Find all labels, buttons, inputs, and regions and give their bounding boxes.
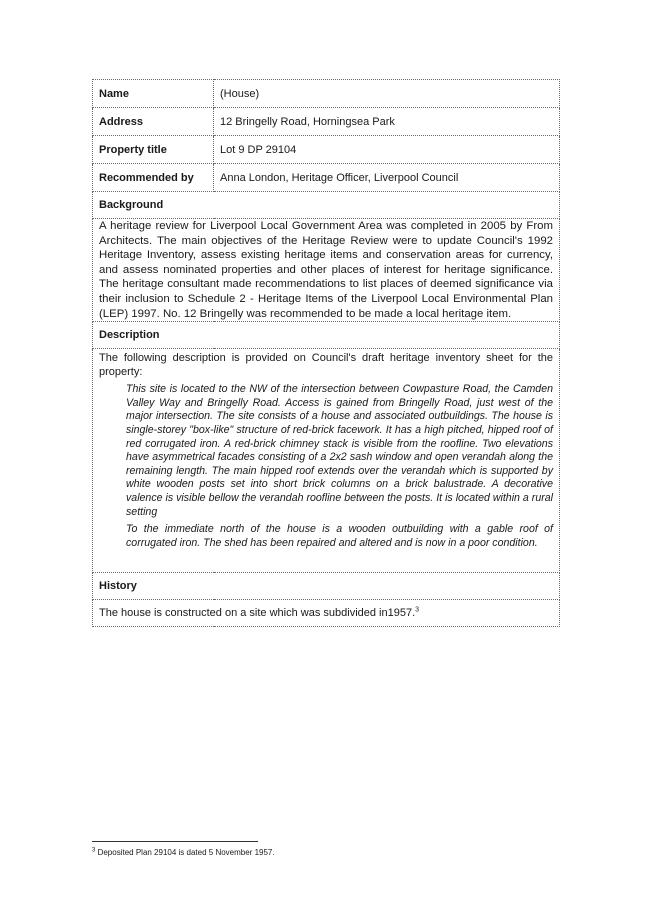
- description-intro: The following description is provided on Council's draft heritage inventory sheet for the property:: [99, 352, 553, 379]
- background-heading: Background: [93, 192, 560, 219]
- description-quote-house: This site is located to the NW of the intersection between Cowpasture Road, the Camden Valley Way and Bringelly Road. Access is gained from Bringelly Road, just west of the major intersection. The site consists of a house and associated outbuildings. The house is single-storey "box-like" structure of red-brick facework. It has a high pitched, hipped roof of red corrugated iron. A red-brick chimney stack is visible from the roofline. Two elevations have asymmetrical facades consisting of a 2x2 sash window and open verandah along the remaining length. The main hipped roof extends over the verandah which is supported by white wooden posts set into short brick columns on a brick balustrade. A decorative valence is visible bellow the verandah roofline between the posts. It is located within a rural setting: [126, 383, 553, 518]
- address-label: Address: [93, 108, 214, 136]
- property-title-value: Lot 9 DP 29104: [214, 136, 560, 164]
- recommended-by-value: Anna London, Heritage Officer, Liverpool Council: [214, 164, 560, 192]
- history-heading: History: [93, 573, 560, 600]
- table-row-property-title: [93, 136, 560, 164]
- footnote: [92, 848, 275, 858]
- description-heading-row: [93, 322, 560, 349]
- history-body-row: [93, 600, 560, 627]
- history-text: The house is constructed on a site which was subdivided in1957.: [99, 607, 416, 620]
- table-row-recommended-by: [93, 164, 560, 192]
- table-row-address: [93, 108, 560, 136]
- footnote-text: Deposited Plan 29104 is dated 5 November 1957.: [97, 848, 275, 857]
- description-quote-outbuilding: To the immediate north of the house is a wooden outbuilding with a gable roof of corrugated iron. The shed has been repaired and altered and is now in a poor condition.: [126, 523, 553, 549]
- footnote-number: 3: [92, 847, 96, 854]
- description-heading: Description: [93, 322, 560, 349]
- background-cell: [93, 219, 560, 322]
- history-footnote-ref[interactable]: 3: [415, 606, 420, 614]
- property-title-label: Property title: [93, 136, 214, 164]
- background-text: A heritage review for Liverpool Local Government Area was completed in 2005 by From Architects. The main objectives of the Heritage Review were to update Council's 1992 Heritage Inventory, assess existing heritage items and conservation areas for currency, and assess nominated properties and other places of interest for heritage significance. The heritage consultant made recommendations to list places of deemed significance via their inclusion to Schedule 2 - Heritage Items of the Liverpool Local Environmental Plan (LEP) 1997. No. 12 Bringelly was recommended to be made a local heritage item.: [99, 220, 553, 320]
- history-cell: [93, 600, 560, 627]
- name-label: Name: [93, 80, 214, 108]
- description-cell: [93, 349, 560, 573]
- heritage-info-table: [92, 79, 560, 627]
- name-value: (House): [214, 80, 560, 108]
- background-heading-row: [93, 192, 560, 219]
- address-value: 12 Bringelly Road, Horningsea Park: [214, 108, 560, 136]
- footnote-separator: [92, 841, 258, 842]
- background-body-row: [93, 219, 560, 322]
- table-row-name: [93, 80, 560, 108]
- history-heading-row: [93, 573, 560, 600]
- history-paragraph: [99, 606, 553, 620]
- recommended-by-label: Recommended by: [93, 164, 214, 192]
- description-body-row: [93, 349, 560, 573]
